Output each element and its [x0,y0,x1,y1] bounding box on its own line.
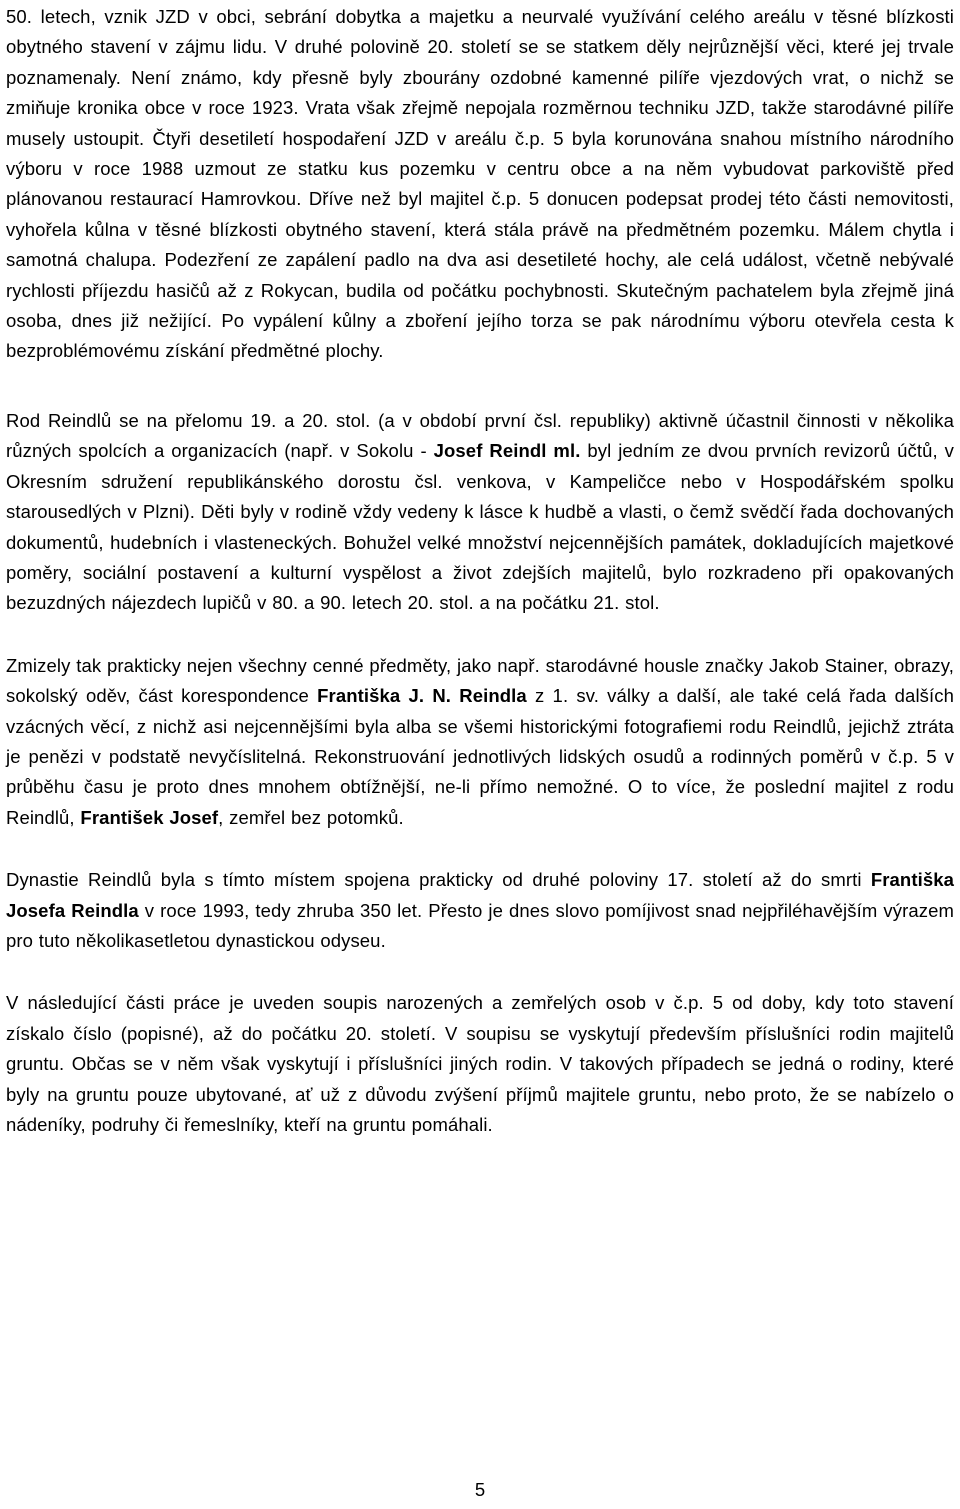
person-name-bold: Františka J. N. Reindla [317,685,527,707]
person-name-bold: Josef Reindl ml. [433,440,581,462]
page-number: 5 [474,1479,486,1500]
paragraph-text: Zmizely tak prakticky nejen všechny cenné předměty, jako např. starodávné housle značky Jakob Stainer, obrazy, sokolský oděv, část korespondence [6,654,954,707]
paragraph-text: byl jedním ze dvou prvních revizorů účtů, v Okresním sdružení republikánského dorostu čsl. venkova, v Kampeličce nebo v Hospodářském spolku starousedlých v Plzni). Děti byly v rodině vždy vedeny k lásce k hudbě a vlasti, o čemž svědčí řada dochovaných dokumentů, hudebních i vlasteneckých. Bohužel velké množství nejcennějších památek, dokladujících majetkové poměry, sociální postavení a kulturní vyspělost a život zdejších majitelů, bylo rozkradeno při opakovaných bezuzdných nájezdech lupičů v 80. a 90. letech 20. stol. a na počátku 21. stol. [6,440,954,614]
paragraph-lost-items [6,651,954,833]
paragraph-jzd-history [6,2,954,367]
paragraph-text: v roce 1993, tedy zhruba 350 let. Přesto je dnes slovo pomíjivost snad nejpřiléhavějším výrazem pro tuto několikasetletou dynastickou odyseu. [6,899,954,951]
paragraph-text: Rod Reindlů se na přelomu 19. a 20. stol. (a v období první čsl. republiky) aktivně účastnil činnosti v několika různých spolcích a organizacích (např. v Sokolu - [6,409,954,462]
paragraph-dynasty [6,865,954,956]
paragraph-text: V následující části práce je uveden soupis narozených a zemřelých osob v č.p. 5 od doby, kdy toto stavení získalo číslo (popisné), až do počátku 20. století. V soupisu se vyskytují především příslušníci rodin majitelů gruntu. Občas se v něm však vyskytují i příslušníci jiných rodin. V takových případech se jedná o rodiny, které byly na gruntu pouze ubytované, ať už z důvodu zvýšení příjmů majitele gruntu, nebo proto, že se nabízelo o nádeníky, podruhy či řemeslníky, kteří na gruntu pomáhali. [6,992,954,1135]
paragraph-text: 50. letech, vznik JZD v obci, sebrání dobytka a majetku a neurvalé využívání celého areálu v těsné blízkosti obytného stavení v zájmu lidu. V druhé polovině 20. století se se statkem děly nejrůznější věci, které jej trvale poznamenaly. Není známo, kdy přesně byly zbourány ozdobné kamenné pilíře vjezdových vrat, o nichž se zmiňuje kronika obce v roce 1923. Vrata však zřejmě nepojala rozměrnou techniku JZD, takže starodávné pilíře musely ustoupit. Čtyři desetiletí hospodaření JZD v areálu č.p. 5 byla korunována snahou místního národního výboru v roce 1988 uzmout ze statku kus pozemku v centru obce a na něm vybudovat parkoviště před plánovanou restaurací Hamrovkou. Dříve než byl majitel č.p. 5 donucen podepsat prodej této části nemovitosti, vyhořela kůlna v těsné blízkosti obytného stavení, která stála právě na předmětném pozemku. Málem chytla i samotná chalupa. Podezření ze zapálení padlo na dva asi desetileté hochy, ale celá událost, včetně nebývalé rychlosti příjezdu hasičů až z Rokycan, budila od počátku pochybnosti. Skutečným pachatelem byla zřejmě jiná osoba, dnes již nežijící. Po vypálení kůlny a zboření jejího torza se pak národnímu výboru otevřela cesta k bezproblémovému získání předmětné plochy. [6,6,954,362]
paragraph-register-intro [6,988,954,1140]
paragraph-text: , zemřel bez potomků. [218,806,404,828]
person-name-bold: František Josef [80,806,219,828]
person-name-bold: Františka Josefa Reindla [6,869,954,921]
paragraph-reindl-associations [6,406,954,619]
paragraph-text: z 1. sv. války a další, ale také celá řada dalších vzácných věcí, z nichž asi nejcennějšími byla alba se všemi historickými fotografiemi rodu Reindlů, jejichž ztráta je penězi v podstatě nevyčíslitelná. Rekonstruování jednotlivých lidských osudů a rodinných poměrů v č.p. 5 v průběhu času je proto dnes mnohem obtížnější, ne-li přímo nemožné. O to více, že poslední majitel z rodu Reindlů, [6,685,954,828]
paragraph-text: Dynastie Reindlů byla s tímto místem spojena prakticky od druhé poloviny 17. století až do smrti [6,869,871,891]
document-page [6,0,954,1140]
